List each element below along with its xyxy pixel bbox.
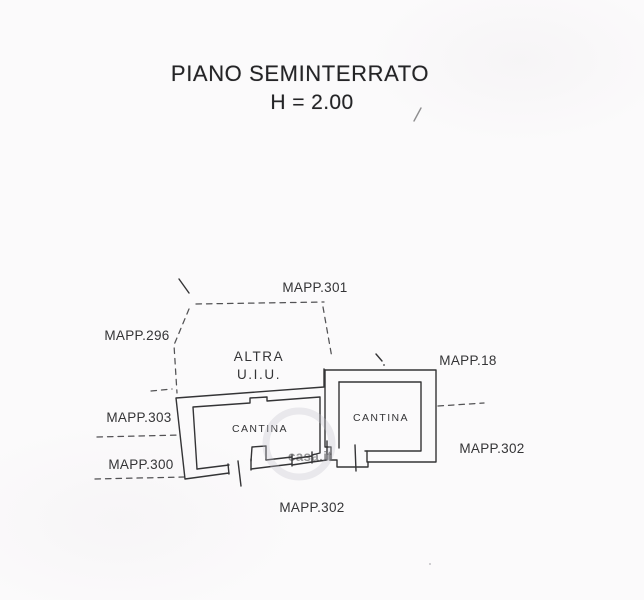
scan-speck <box>414 108 421 121</box>
unit-label-uiu: U.I.U. <box>236 367 282 382</box>
height-note: H = 2.00 <box>270 91 354 114</box>
watermark-text: casa.it <box>287 449 333 464</box>
parcel-label-mapp-303: MAPP.303 <box>106 410 172 425</box>
watermark <box>266 411 332 477</box>
boundary-dash-mapp300 <box>95 477 184 479</box>
room-label-cantina-right: CANTINA <box>353 412 409 424</box>
parcel-boundary-right <box>323 307 332 358</box>
room-label-cantina-left: CANTINA <box>232 423 288 435</box>
parcel-boundary-top <box>196 302 324 304</box>
boundary-dash-mapp303 <box>97 435 179 437</box>
boundary-dash-mapp302 <box>438 403 484 406</box>
right-building-door-tick <box>355 445 356 471</box>
scan-dot <box>429 563 431 565</box>
parcel-label-mapp-302-bottom: MAPP.302 <box>279 500 345 515</box>
page-title: PIANO SEMINTERRATO <box>170 61 430 86</box>
parcel-label-mapp-296: MAPP.296 <box>104 328 170 343</box>
left-building-inner-wall-bottom-left <box>197 465 229 469</box>
watermark-ring <box>266 411 332 477</box>
parcel-corner-tick <box>179 279 189 293</box>
boundary-dash-left-upper <box>151 389 172 391</box>
parcel-label-mapp-301: MAPP.301 <box>282 280 348 295</box>
parcel-boundary-left <box>174 309 189 393</box>
parcel-label-mapp-302-right: MAPP.302 <box>459 441 525 456</box>
boundary-tick-right-building <box>376 354 382 361</box>
parcel-label-mapp-300: MAPP.300 <box>108 457 174 472</box>
boundary-tick-dot <box>383 364 385 366</box>
parcel-label-mapp-18: MAPP.18 <box>439 353 497 368</box>
unit-label-altra: ALTRA <box>233 349 285 364</box>
left-building-door-tick <box>238 461 241 486</box>
